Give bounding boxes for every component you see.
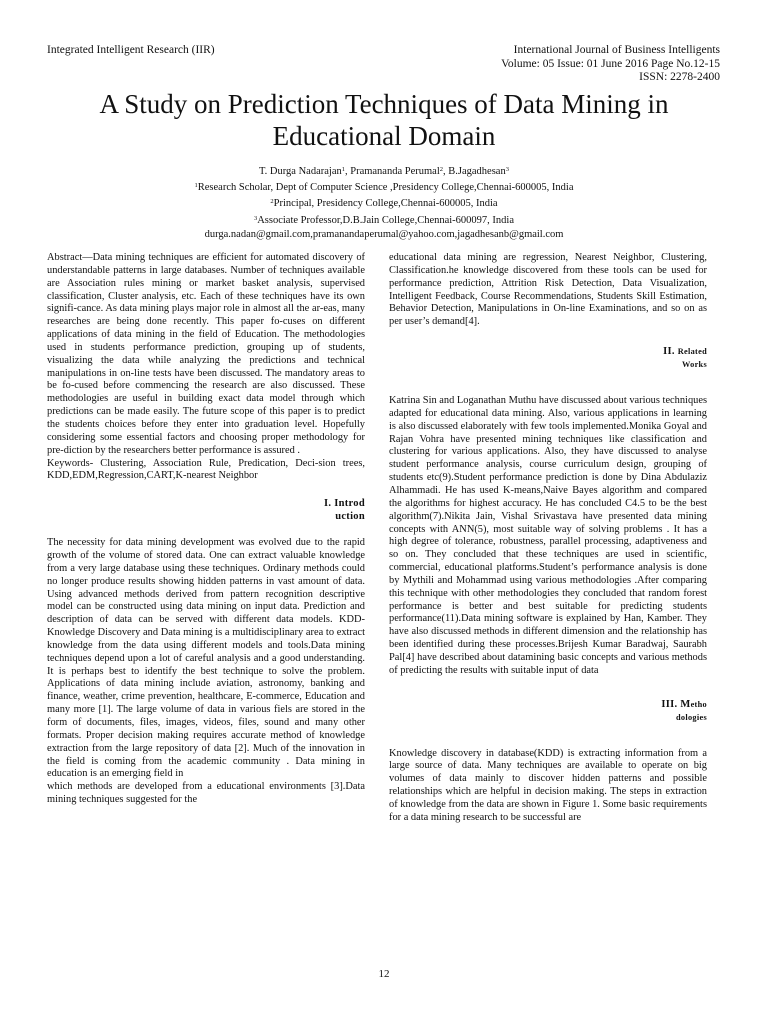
author-names [20,163,748,179]
aff-1-sup: 1 [194,182,198,190]
introduction-continued: which methods are developed from a educational environments [3].Data mining techniques suggested for the [47,781,365,806]
author-emails: durga.nadan@gmail.com,pramanandaperumal@yahoo.com,jagadhesanb@gmail.com [204,228,564,240]
section-3-line-2: dologies [676,712,707,722]
section-3-line-1 [389,698,707,711]
methodologies-paragraph: Knowledge discovery in database(KDD) is extracting information from a large source of data. Many techniques are available to operate on big volumes of data mainly to discover hidden patterns and possible relationships which are helpful in decision making. The steps in extraction of knowledge from the data are shown in Figure 1. Some basic requirements for a data mining research to be successful are [389,747,707,823]
author-3: , B.Jagadhesan [443,166,506,177]
section-heading-introduction [47,497,365,523]
section-heading-methodologies [389,698,707,724]
section-3-number: III. M [661,698,691,710]
section-3-word: etho [690,699,707,709]
title-line-1: A Study on Prediction Techniques of Data Mining in [99,89,669,119]
section-2-word: Related [677,347,707,357]
left-column [47,252,365,807]
running-header-left: Integrated Intelligent Research (IIR) [47,44,215,56]
affiliation-3 [20,212,748,228]
issn: ISSN: 2278-2400 [639,71,720,83]
section-2-number: II. [663,346,675,358]
running-header-right [501,44,720,85]
author-3-sup: 3 [505,166,509,173]
author-2-sup: 2 [439,166,443,173]
right-column [389,252,707,825]
introduction-right-paragraph: educational data mining are regression, Nearest Neighbor, Clustering, Classification.he knowledge discovered from these tools can be used for performance prediction, Attrition Risk Detection, Data Visualization, Intelligent Feedback, Course Recommendations, Students Skill Estimation, Behavior Detection, Manipulations in On-line Examinations, and so on as per user’s demand[4]. [389,252,707,328]
aff-3-sup: 3 [253,214,258,222]
related-works-paragraph: Katrina Sin and Loganathan Muthu have discussed about various techniques adapted for educational data mining. Also, various applications in learning is also discussed elaborately with few tools implemented.Monika Goyal and Rajan Vohra have presented mining techniques like classification and clustering for various applications. Also, they have discussed to analyse student performance analysis, course curriculum design, grouping of students etc(9).Student performance prediction is done by Dina Abdulaziz Alhammadi. He has used K-means,Naive Bayes algorithm and compared the algorithms for highest accuracy. He has concluded C4.5 to be the best algorithm(7).Nikita Jain, Vishal Srivastava have presented data mining concepts with ANN(5), most suitable way of solving problems . It has a high degree of tolerance, robustness, parallel processing, adaptiveness and so on. They concluded that these techniques are used in scientific, commercial, educational platforms.Student’s performance analysis is done by Mythili and Mohammad using various methodologies .After comparing this technique with other methodologies they concluded that random forest performance is better and best suitable for predicting students performance(11).Data mining software is explained by Han, Kamber. They have also discussed methods in different dimension and the relationship has been identified during these processes.Brijesh Kumar Baradwaj, Saurabh Pal[4] have described about datamining basic concepts and various methods of predicting the results with suitable input of data [389,395,707,676]
page-number: 12 [378,968,390,980]
introduction-paragraph: The necessity for data mining development was evolved due to the rapid growth of the volume of stored data. One can extract valuable knowledge from a very large database using these techniques. Ordinary methods could no longer produce results showing hidden patterns in vast amount of data. Using advanced methods derived from pattern recognition descriptive model can be constructed using data mining on input data. Prediction and description of data can be served with different data models. KDD-Knowledge Discovery and Data mining is a multidisciplinary area to extract knowledge from the data using different models and tools.Data mining techniques depend upon a lot of careful analysis and a good understanding. It is perhaps best to identify the best technique to solve the problem. Applications of data mining include aviation, astronomy, banking and finance, weather, crime prevention, healthcare, E-commerce, Education and many more [1]. The large volume of data in various fiels are stored in the form of documents, files, images, videos, files, sound and many other formats. Proper decision making requires accurate method of knowledge extraction from the large repository of data [2]. Much of the innovation in the field is coming from the academic community . Data mining in education is an emerging field in [47,537,365,780]
affiliation-2 [20,195,748,211]
section-2-line-2: Works [681,360,707,370]
volume-issue: Volume: 05 Issue: 01 June 2016 Page No.12-15 [501,57,720,70]
author-1-sup: 1 [341,166,345,173]
affiliation-1 [20,179,748,195]
section-heading-related-works [389,345,707,371]
author-1: T. Durga Nadarajan [259,166,342,177]
section-1-line-1: I. Introd [323,498,365,510]
aff-1-text: Research Scholar, Dept of Computer Science ,Presidency College,Chennai-600005, India [197,182,574,194]
title-line-2: Educational Domain [272,121,496,151]
author-block [20,163,748,242]
keywords: Keywords- Clustering, Association Rule, Predication, Deci-sion trees, KDD,EDM,Regression,CART,K-nearest Neighbor [47,457,365,482]
section-2-line-1 [389,345,707,358]
aff-2-text: Principal, Presidency College,Chennai-600005, India [273,198,498,210]
abstract: Abstract—Data mining techniques are efficient for automated discovery of understandable patterns in large databases. Number of techniques available are Association rules mining or market basket analysis, supervised classification, Cluster analysis, etc. Each of these techniques have its own signifi-cance. As data mining plays major role in almost all the ar-eas, many researches are being done recently. This paper fo-cuses on different applications of data mining in the field of Education. The methodologies used in students performance prediction, grouping up of students, visualizing the data while analyzing the predictions and technical manipulations in on-line tests have been discussed. The mandatory areas to be fo-cused before commencing the research are also discussed. These methodologies are useful in building exact data model through which predictions can be made easily. The future scope of this paper is to predict the students choices before they enter into graduation level. Hopefully considering some essential factors and choosing proper methodology for pre-diction by the researchers better performance is assured . [47,252,365,456]
paper-title [20,88,748,152]
section-1-line-2: uction [335,511,365,523]
aff-3-text: Associate Professor,D.B.Jain College,Chennai-600097, India [257,214,515,226]
journal-name: International Journal of Business Intelligents [513,44,720,56]
author-2: , Pramananda Perumal [344,166,440,177]
aff-2-sup: 2 [270,198,274,206]
